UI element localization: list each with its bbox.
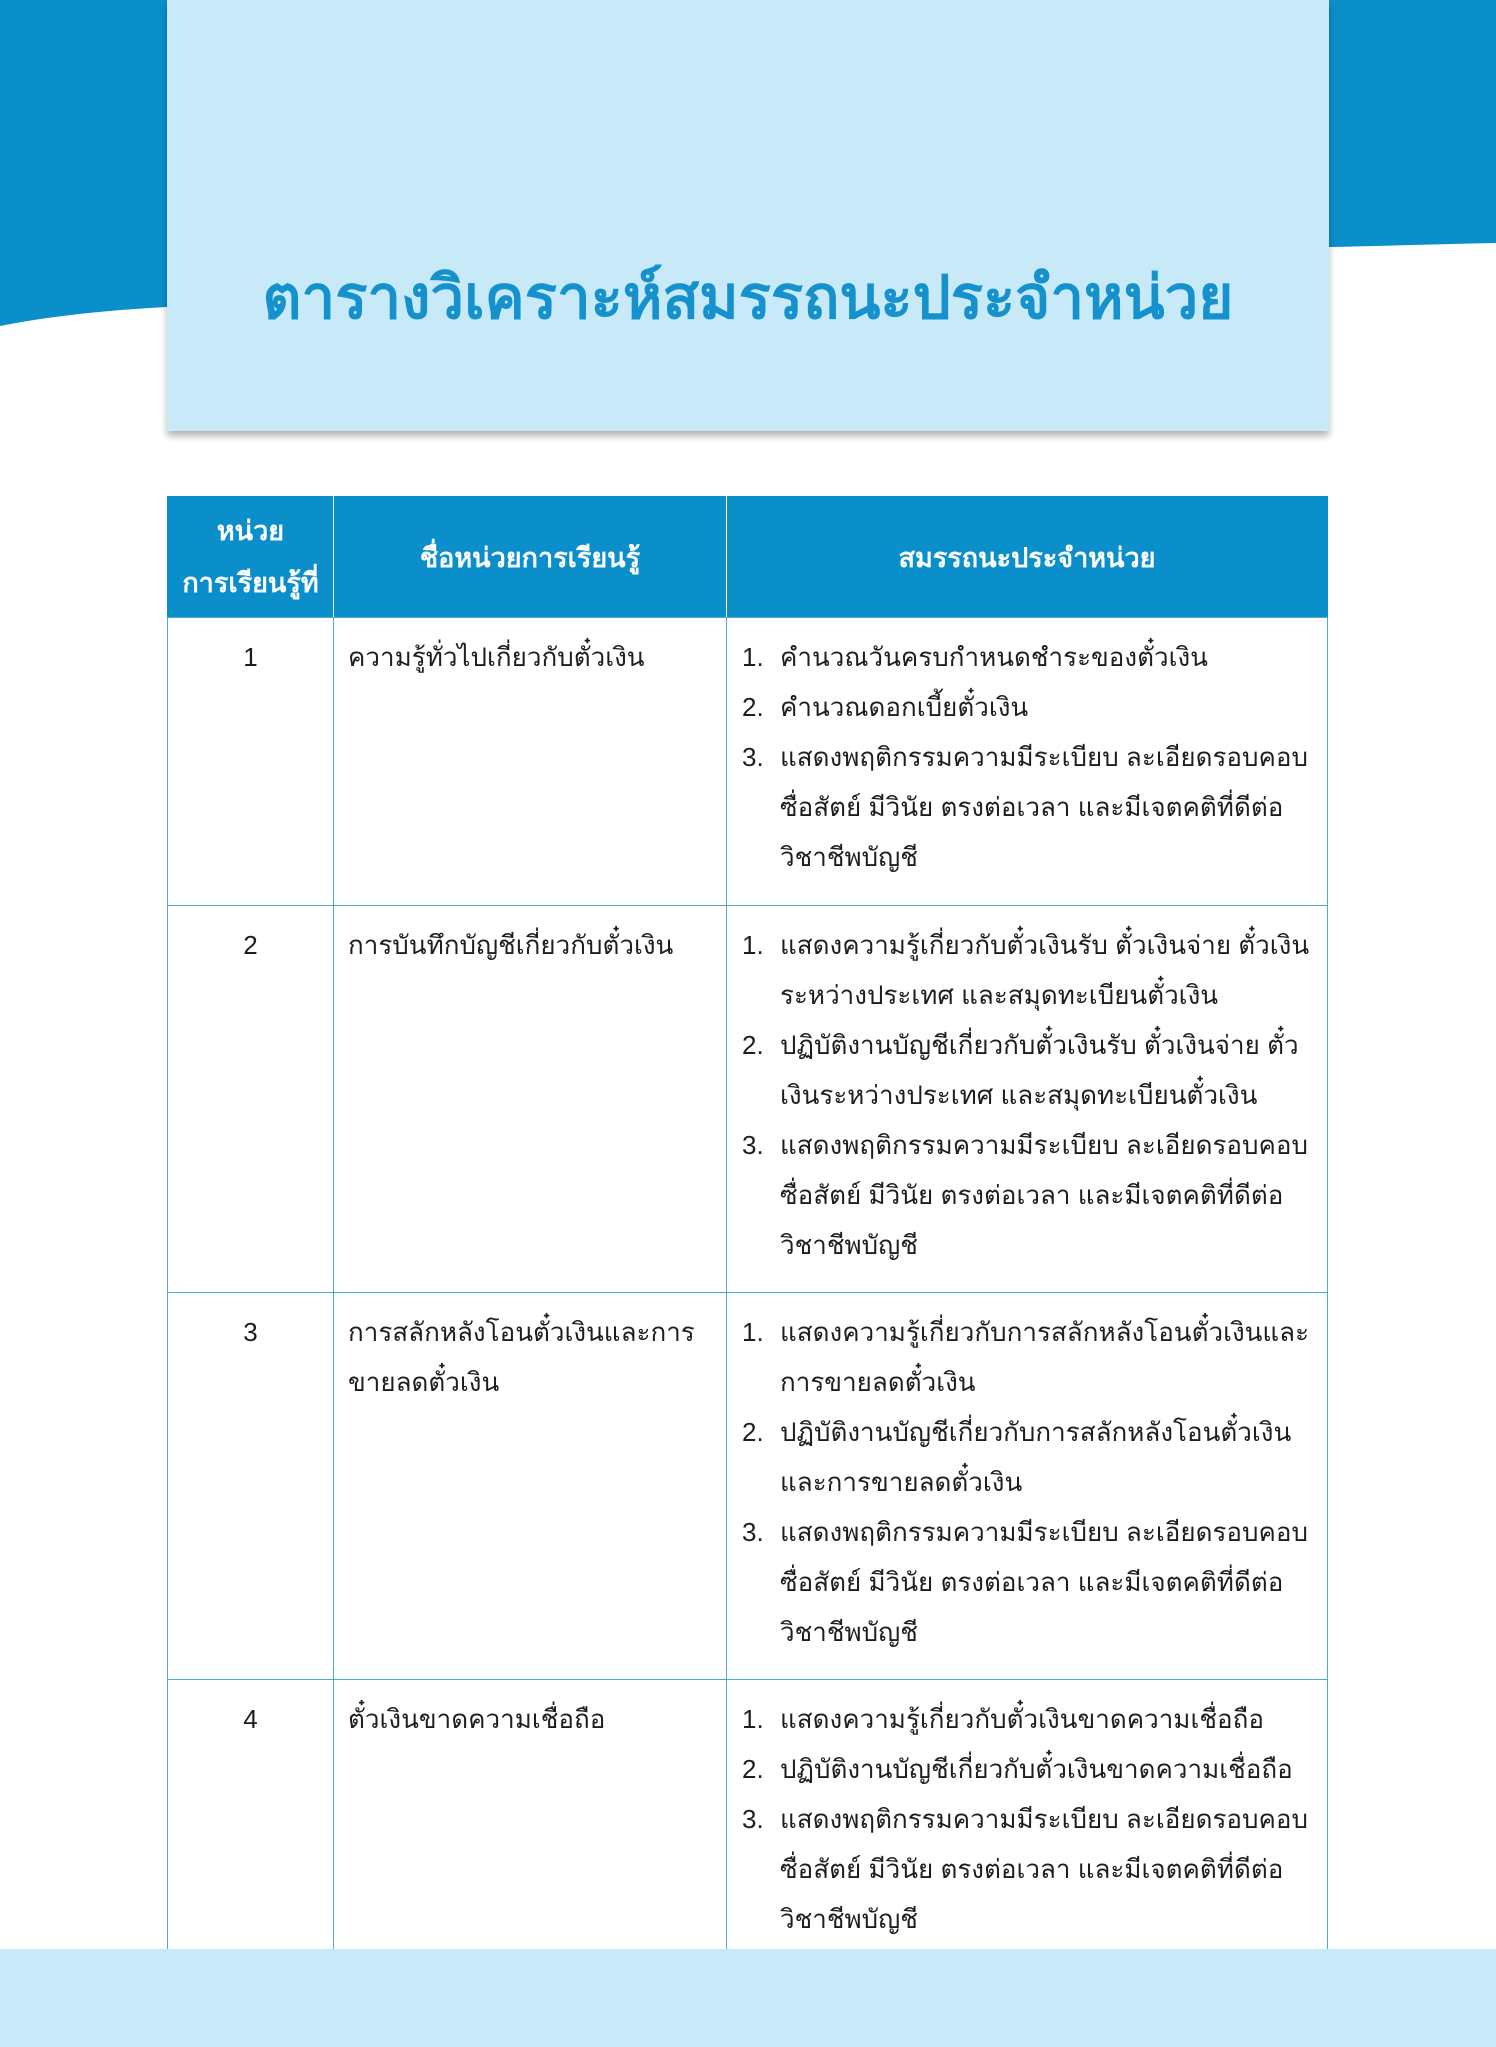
- competency-list: [727, 906, 1328, 1293]
- competency-item: [742, 1120, 1315, 1270]
- competency-item: [742, 682, 1315, 732]
- unit-number: 1: [168, 618, 334, 906]
- table-header: [168, 497, 1328, 618]
- item-number: 1.: [742, 1317, 764, 1347]
- table-row: [168, 1293, 1328, 1680]
- item-number: 3.: [742, 1804, 764, 1834]
- competency-list: [727, 618, 1328, 906]
- table-row: [168, 618, 1328, 906]
- competency-list: [727, 1680, 1328, 1968]
- item-text: แสดงความรู้เกี่ยวกับตั๋วเงินรับ ตั๋วเงินจ่าย ตั๋วเงินระหว่างประเทศ และสมุดทะเบียนตั๋วเงิน: [780, 930, 1310, 1010]
- item-text: แสดงพฤติกรรมความมีระเบียบ ละเอียดรอบคอบ ซื่อสัตย์ มีวินัย ตรงต่อเวลา และมีเจตคติที่ดีต่อวิชาชีพบัญชี: [780, 1517, 1309, 1647]
- item-text: ปฏิบัติงานบัญชีเกี่ยวกับการสลักหลังโอนตั๋วเงินและการขายลดตั๋วเงิน: [780, 1417, 1292, 1497]
- item-text: คำนวณวันครบกำหนดชำระของตั๋วเงิน: [780, 642, 1208, 672]
- item-number: 3.: [742, 1130, 764, 1160]
- page-title: ตารางวิเคราะห์สมรรถนะประจำหน่วย: [262, 263, 1234, 333]
- competency-item: [742, 1407, 1315, 1507]
- header-row: [168, 497, 1328, 618]
- item-text: แสดงความรู้เกี่ยวกับตั๋วเงินขาดความเชื่อถือ: [780, 1704, 1264, 1734]
- title-card: [167, 0, 1329, 431]
- item-number: 2.: [742, 1417, 764, 1447]
- competency-list: [727, 1293, 1328, 1680]
- header-competency: สมรรถนะประจำหน่วย: [727, 497, 1328, 618]
- item-text: แสดงพฤติกรรมความมีระเบียบ ละเอียดรอบคอบ ซื่อสัตย์ มีวินัย ตรงต่อเวลา และมีเจตคติที่ดีต่อวิชาชีพบัญชี: [780, 742, 1309, 872]
- table-body: [168, 618, 1328, 1968]
- item-number: 2.: [742, 1030, 764, 1060]
- competency-item: [742, 1794, 1315, 1944]
- header-unit-number-line1: หน่วย: [216, 516, 285, 546]
- competency-item: [742, 732, 1315, 882]
- item-number: 3.: [742, 1517, 764, 1547]
- competency-item: [742, 920, 1315, 1020]
- item-number: 1.: [742, 930, 764, 960]
- unit-name: การบันทึกบัญชีเกี่ยวกับตั๋วเงิน: [334, 906, 727, 1293]
- competency-item: [742, 1020, 1315, 1120]
- item-number: 2.: [742, 692, 764, 722]
- unit-number: 4: [168, 1680, 334, 1968]
- item-text: แสดงพฤติกรรมความมีระเบียบ ละเอียดรอบคอบ ซื่อสัตย์ มีวินัย ตรงต่อเวลา และมีเจตคติที่ดีต่อวิชาชีพบัญชี: [780, 1804, 1309, 1934]
- table-row: [168, 906, 1328, 1293]
- item-text: ปฏิบัติงานบัญชีเกี่ยวกับตั๋วเงินรับ ตั๋วเงินจ่าย ตั๋วเงินระหว่างประเทศ และสมุดทะเบียนตั๋วเงิน: [780, 1030, 1299, 1110]
- header-unit-name: ชื่อหน่วยการเรียนรู้: [334, 497, 727, 618]
- unit-number: 2: [168, 906, 334, 1293]
- item-number: 1.: [742, 1704, 764, 1734]
- item-number: 1.: [742, 642, 764, 672]
- item-number: 3.: [742, 742, 764, 772]
- unit-name: การสลักหลังโอนตั๋วเงินและการขายลดตั๋วเงิน: [334, 1293, 727, 1680]
- item-text: แสดงพฤติกรรมความมีระเบียบ ละเอียดรอบคอบ ซื่อสัตย์ มีวินัย ตรงต่อเวลา และมีเจตคติที่ดีต่อวิชาชีพบัญชี: [780, 1130, 1309, 1260]
- competency-item: [742, 632, 1315, 682]
- competency-analysis-table: [167, 496, 1328, 1968]
- unit-name: ความรู้ทั่วไปเกี่ยวกับตั๋วเงิน: [334, 618, 727, 906]
- unit-name: ตั๋วเงินขาดความเชื่อถือ: [334, 1680, 727, 1968]
- competency-item: [742, 1307, 1315, 1407]
- item-text: คำนวณดอกเบี้ยตั๋วเงิน: [780, 692, 1029, 722]
- bottom-band: [0, 1949, 1496, 2047]
- header-unit-number: [168, 497, 334, 618]
- competency-item: [742, 1507, 1315, 1657]
- item-text: แสดงความรู้เกี่ยวกับการสลักหลังโอนตั๋วเงินและการขายลดตั๋วเงิน: [780, 1317, 1310, 1397]
- item-number: 2.: [742, 1754, 764, 1784]
- competency-item: [742, 1744, 1315, 1794]
- unit-number: 3: [168, 1293, 334, 1680]
- competency-item: [742, 1694, 1315, 1744]
- header-unit-number-line2: การเรียนรู้ที่: [182, 568, 319, 598]
- table-row: [168, 1680, 1328, 1968]
- item-text: ปฏิบัติงานบัญชีเกี่ยวกับตั๋วเงินขาดความเชื่อถือ: [780, 1754, 1293, 1784]
